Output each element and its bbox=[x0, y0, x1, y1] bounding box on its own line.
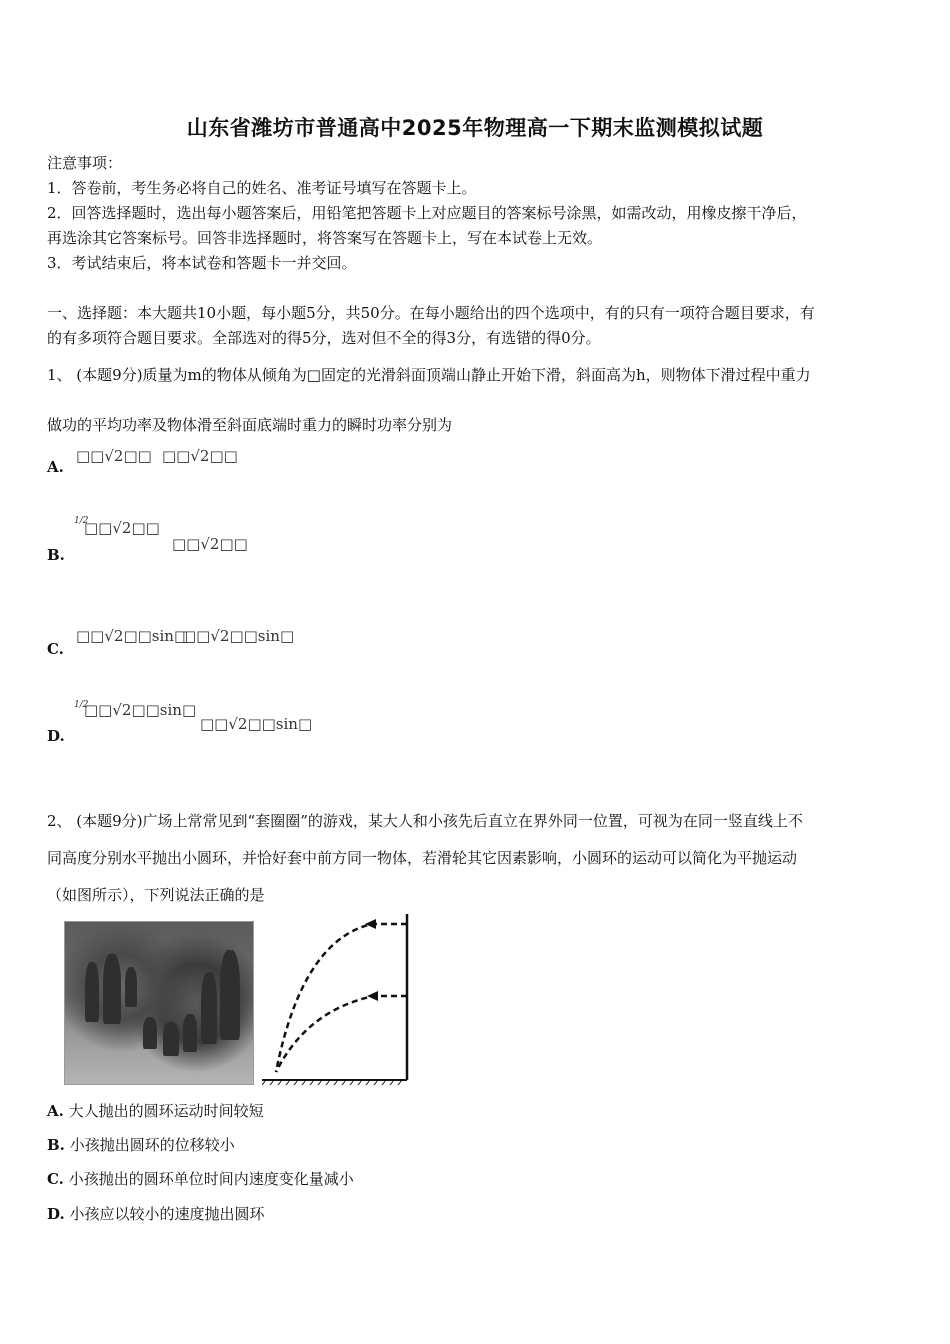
question-2-stem: （如图所示），下列说法正确的是 bbox=[47, 886, 265, 904]
notice-item: 再选涂其它答案标号。回答非选择题时，将答案写在答题卡上，写在本试卷上无效。 bbox=[47, 229, 603, 247]
option-d bbox=[47, 1203, 265, 1224]
formula-instant-power: □□√2□□ bbox=[172, 535, 248, 553]
formula-instant-power: □□√2□□ bbox=[162, 447, 238, 465]
fraction-one-half: 1/2 bbox=[74, 516, 89, 526]
adult-trajectory bbox=[276, 924, 407, 1072]
notice-item: 2．回答选择题时，选出每小题答案后，用铅笔把答题卡上对应题目的答案标号涂黑，如需改动，用橡皮擦干净后， bbox=[47, 204, 807, 222]
option-text: 小孩抛出的圆环单位时间内速度变化量减小 bbox=[68, 1170, 354, 1188]
fraction-one-half: 1/2 bbox=[74, 700, 89, 710]
option-text: 小孩抛出圆环的位移较小 bbox=[69, 1136, 235, 1154]
option-letter: D. bbox=[47, 1205, 65, 1223]
formula-average-power: □□√2□□ bbox=[76, 447, 152, 465]
trajectory-diagram bbox=[262, 910, 412, 1085]
option-b bbox=[47, 1134, 235, 1155]
option-text: 大人抛出的圆环运动时间较短 bbox=[68, 1102, 264, 1120]
option-letter: A. bbox=[47, 458, 64, 476]
ring-toss-photo bbox=[64, 921, 254, 1085]
option-letter: C. bbox=[47, 640, 64, 658]
option-letter: C. bbox=[47, 1170, 64, 1188]
formula-instant-power: □□√2□□sin□ bbox=[200, 715, 313, 733]
notice-heading: 注意事项： bbox=[47, 154, 123, 172]
section-intro-line: 一、选择题：本大题共10小题，每小题5分，共50分。在每小题给出的四个选项中，有的只有一项符合题目要求，有 bbox=[47, 304, 815, 322]
option-letter: A. bbox=[47, 1102, 64, 1120]
child-trajectory bbox=[276, 996, 407, 1072]
option-text: 小孩应以较小的速度抛出圆环 bbox=[69, 1205, 265, 1223]
formula-average-power: □□√2□□sin□ bbox=[84, 701, 197, 719]
page-title: 山东省潍坊市普通高中2025年物理高一下期末监测模拟试题 bbox=[186, 116, 764, 140]
section-intro-line: 的有多项符合题目要求。全部选对的得5分，选对但不全的得3分，有选错的得0分。 bbox=[47, 329, 601, 347]
formula-average-power: □□√2□□ bbox=[84, 519, 160, 537]
child-arrowhead-icon bbox=[367, 991, 378, 1001]
question-1-stem: 1、 (本题9分)质量为m的物体从倾角为□固定的光滑斜面顶端山静止开始下滑，斜面高为h，则物体下滑过程中重力 bbox=[47, 366, 811, 384]
question-2-stem: 2、 (本题9分)广场上常常见到“套圈圈”的游戏，某大人和小孩先后直立在界外同一位置，可视为在同一竖直线上不 bbox=[47, 812, 803, 830]
option-letter: D. bbox=[47, 727, 65, 745]
option-letter: B. bbox=[47, 546, 65, 564]
notice-item: 3．考试结束后，将本试卷和答题卡一并交回。 bbox=[47, 254, 357, 272]
adult-arrowhead-icon bbox=[365, 919, 376, 929]
notice-item: 1．答卷前，考生务必将自己的姓名、准考证号填写在答题卡上。 bbox=[47, 179, 477, 197]
formula-instant-power: □□√2□□sin□ bbox=[182, 627, 295, 645]
formula-average-power: □□√2□□sin□ bbox=[76, 627, 189, 645]
option-a bbox=[47, 1100, 264, 1121]
option-c bbox=[47, 1168, 354, 1189]
question-1-stem: 做功的平均功率及物体滑至斜面底端时重力的瞬时功率分别为 bbox=[47, 416, 453, 434]
option-letter: B. bbox=[47, 1136, 65, 1154]
question-2-stem: 同高度分别水平抛出小圆环，并恰好套中前方同一物体，若滑轮其它因素影响，小圆环的运动可以简化为平抛运动 bbox=[47, 849, 798, 867]
